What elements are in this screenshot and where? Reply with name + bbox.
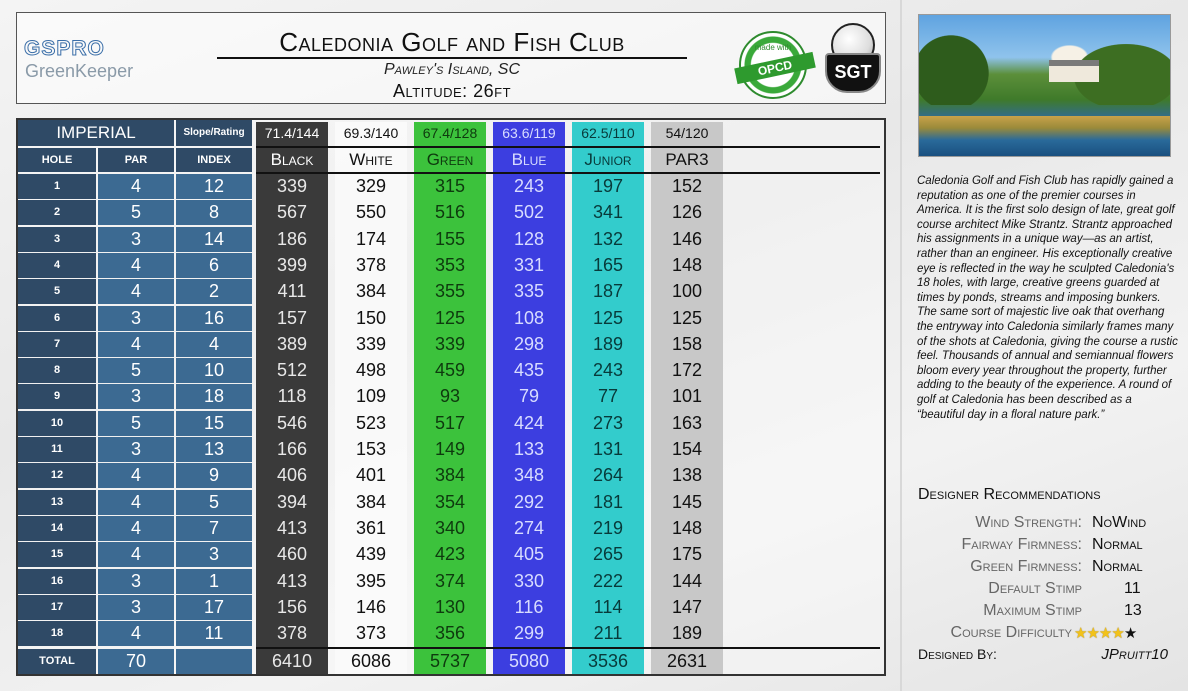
tee-rating-white: 69.3/140 <box>343 125 399 141</box>
tee-rating-par3: 54/120 <box>651 122 723 144</box>
tee-yardage: 299 <box>513 623 545 644</box>
hole-header: HOLE <box>18 148 96 172</box>
tee-yardage: 77 <box>597 386 619 407</box>
hole-index: 15 <box>176 411 252 436</box>
tee-yardage: 273 <box>592 412 624 433</box>
tee-yardage: 149 <box>434 439 466 459</box>
tee-yardage: 550 <box>355 202 387 223</box>
tee-yardage: 274 <box>513 517 545 538</box>
opcd-badge-top: made with <box>754 43 792 52</box>
hole-par: 4 <box>98 279 174 304</box>
hole-par: 4 <box>98 332 174 357</box>
tee-yardage: 331 <box>513 254 545 275</box>
photo-pond <box>919 116 1170 156</box>
wind-strength-label: Wind Strength: <box>975 514 1082 531</box>
tee-yardage: 329 <box>355 176 387 196</box>
index-header: INDEX <box>176 148 252 172</box>
tee-yardage: 298 <box>513 333 545 354</box>
tee-yardage: 384 <box>355 281 387 302</box>
tee-yardage: 166 <box>276 439 308 459</box>
tee-yardage: 172 <box>671 360 703 381</box>
tee-yardage: 148 <box>671 254 703 275</box>
tee-yardage: 125 <box>671 307 703 328</box>
course-difficulty-label: Course Difficulty <box>950 624 1072 641</box>
fairway-firmness-row <box>912 536 1182 558</box>
tee-yardage: 186 <box>276 228 308 249</box>
maximum-stimp-value: 13 <box>1124 602 1142 619</box>
designed-by-value: JPruitt10 <box>1101 646 1168 663</box>
tee-yardage: 523 <box>355 412 387 433</box>
hole-index: 8 <box>176 200 252 225</box>
tee-name-green: Green <box>426 150 474 169</box>
hole-index: 10 <box>176 358 252 383</box>
default-stimp-label: Default Stimp <box>988 580 1082 597</box>
tee-yardage: 424 <box>513 412 545 433</box>
par-header: PAR <box>98 148 174 172</box>
tee-yardage: 460 <box>276 544 308 565</box>
panel-divider <box>900 0 902 691</box>
tee-yardage: 155 <box>434 228 466 249</box>
tee-yardage: 146 <box>671 228 703 249</box>
tee-yardage: 243 <box>592 360 624 381</box>
photo-clubhouse <box>1049 60 1099 82</box>
tee-yardage: 219 <box>592 517 624 538</box>
tee-yardage: 356 <box>434 623 466 644</box>
green-firmness-label: Green Firmness: <box>970 558 1082 575</box>
tee-total-green: 5737 <box>429 651 471 672</box>
tee-name-junior: Junior <box>584 150 632 169</box>
hole-par: 5 <box>98 358 174 383</box>
hole-par: 4 <box>98 516 174 541</box>
tee-yardage: 174 <box>355 228 387 249</box>
hole-index: 11 <box>176 621 252 646</box>
tee-yardage: 502 <box>513 202 545 223</box>
star-filled-icon: ★ <box>1111 625 1124 642</box>
tee-total-junior: 3536 <box>587 651 629 672</box>
tee-yardage: 517 <box>434 412 466 433</box>
maximum-stimp-label: Maximum Stimp <box>983 602 1082 619</box>
hole-number: 16 <box>18 569 96 594</box>
course-altitude: Altitude: 26ft <box>392 81 512 101</box>
tee-yardage: 339 <box>355 333 387 354</box>
hole-number: 13 <box>18 490 96 515</box>
tee-yardage: 264 <box>592 465 624 486</box>
hole-par: 3 <box>98 306 174 331</box>
tee-yardage: 411 <box>277 281 307 302</box>
designed-by-label: Designed By: <box>918 646 997 662</box>
hole-index: 14 <box>176 227 252 252</box>
tee-yardage: 144 <box>671 570 703 591</box>
tee-name-par3: PAR3 <box>665 150 709 169</box>
tee-yardage: 189 <box>671 623 703 644</box>
slope-rating-header: Slope/Rating <box>176 120 252 146</box>
course-difficulty-row <box>912 624 1182 646</box>
tee-yardage: 361 <box>355 517 387 538</box>
tee-yardage: 498 <box>355 360 387 381</box>
tee-yardage: 187 <box>592 281 624 302</box>
tee-yardage: 152 <box>671 176 703 196</box>
tee-yardage: 315 <box>434 176 466 196</box>
tee-yardage: 335 <box>513 281 545 302</box>
hole-number: 12 <box>18 463 96 488</box>
tee-yardage: 138 <box>671 465 703 486</box>
tee-yardage: 384 <box>434 465 466 486</box>
hole-number: 6 <box>18 306 96 331</box>
tee-yardage: 132 <box>592 228 624 249</box>
tee-yardage: 348 <box>513 465 545 486</box>
tee-yardage: 114 <box>593 596 623 617</box>
tee-yardage: 116 <box>514 596 544 617</box>
hole-par: 4 <box>98 542 174 567</box>
tee-yardage: 353 <box>434 254 466 275</box>
tee-yardage: 401 <box>355 465 387 486</box>
tee-yardage: 150 <box>355 307 387 328</box>
hole-par: 4 <box>98 174 174 199</box>
tee-yardage: 125 <box>434 307 466 328</box>
tee-yardage: 197 <box>592 176 624 196</box>
tee-yardage: 394 <box>276 491 308 512</box>
total-label: TOTAL <box>18 649 96 674</box>
designed-by-row <box>918 646 1168 666</box>
tee-yardage: 211 <box>593 623 623 644</box>
tee-name-blue: Blue <box>511 150 547 169</box>
table-rule-line <box>256 647 880 649</box>
tee-yardage: 145 <box>671 491 703 512</box>
tee-yardage: 413 <box>276 517 308 538</box>
tee-yardage: 133 <box>513 439 545 459</box>
hole-index: 17 <box>176 595 252 620</box>
sgt-badge <box>825 23 881 95</box>
tee-yardage: 406 <box>276 465 308 486</box>
greenkeeper-logo: GreenKeeper <box>25 61 134 81</box>
tee-yardage: 384 <box>355 491 387 512</box>
tee-yardage: 153 <box>355 439 387 459</box>
tee-yardage: 79 <box>518 386 540 407</box>
hole-number: 2 <box>18 200 96 225</box>
tee-yardage: 378 <box>276 623 308 644</box>
gspro-logo: GSPRO <box>24 37 105 60</box>
tee-yardage: 118 <box>277 386 307 407</box>
tee-yardage: 100 <box>671 281 703 302</box>
tee-yardage: 101 <box>671 386 703 407</box>
hole-number: 5 <box>18 279 96 304</box>
tee-yardage: 413 <box>276 570 308 591</box>
wind-strength-value: NoWind <box>1092 514 1147 531</box>
tee-total-black: 6410 <box>271 651 313 672</box>
tee-rating-junior: 62.5/110 <box>572 122 644 144</box>
hole-par: 3 <box>98 384 174 409</box>
hole-number: 18 <box>18 621 96 646</box>
hole-index: 12 <box>176 174 252 199</box>
tee-yardage: 130 <box>434 596 466 617</box>
tee-yardage: 567 <box>276 202 308 223</box>
tee-yardage: 181 <box>592 491 624 512</box>
tee-yardage: 374 <box>434 570 466 591</box>
tee-yardage: 399 <box>276 254 308 275</box>
hole-number: 11 <box>18 437 96 462</box>
hole-number: 10 <box>18 411 96 436</box>
hole-par: 4 <box>98 490 174 515</box>
tee-yardage: 147 <box>671 596 703 617</box>
star-filled-icon: ★ <box>1098 625 1112 642</box>
wind-strength-row <box>912 514 1182 536</box>
difficulty-stars <box>1074 624 1136 642</box>
hole-number: 17 <box>18 595 96 620</box>
hole-index: 13 <box>176 437 252 462</box>
hole-par: 3 <box>98 595 174 620</box>
imperial-header: IMPERIAL <box>18 120 174 146</box>
tee-yardage: 355 <box>434 281 466 302</box>
tee-name-white: White <box>349 150 393 169</box>
hole-index: 4 <box>176 332 252 357</box>
hole-number: 15 <box>18 542 96 567</box>
tee-yardage: 131 <box>592 439 624 459</box>
tee-yardage: 163 <box>671 412 703 433</box>
tee-yardage: 158 <box>671 333 703 354</box>
tee-yardage: 341 <box>592 202 624 223</box>
tee-yardage: 340 <box>434 517 466 538</box>
hole-index: 3 <box>176 542 252 567</box>
hole-number: 9 <box>18 384 96 409</box>
tee-yardage: 189 <box>592 333 624 354</box>
tee-yardage: 339 <box>276 176 308 196</box>
default-stimp-value: 11 <box>1124 580 1141 597</box>
tee-yardage: 157 <box>276 307 308 328</box>
tee-yardage: 378 <box>355 254 387 275</box>
course-photo <box>918 14 1171 157</box>
tee-yardage: 109 <box>355 386 387 407</box>
tee-yardage: 389 <box>276 333 308 354</box>
tee-yardage: 439 <box>355 544 387 565</box>
maximum-stimp-row <box>912 602 1182 624</box>
tee-yardage: 265 <box>592 544 624 565</box>
hole-number: 14 <box>18 516 96 541</box>
course-header <box>16 12 886 104</box>
tee-yardage: 354 <box>434 491 466 512</box>
hole-par: 3 <box>98 437 174 462</box>
tee-yardage: 330 <box>513 570 545 591</box>
hole-number: 4 <box>18 253 96 278</box>
hole-index: 7 <box>176 516 252 541</box>
tee-total-white: 6086 <box>350 651 392 672</box>
tee-rating-green: 67.4/128 <box>414 122 486 144</box>
tee-yardage: 108 <box>513 307 545 328</box>
tee-yardage: 292 <box>513 491 545 512</box>
tee-yardage: 154 <box>671 439 703 459</box>
hole-index: 18 <box>176 384 252 409</box>
tee-yardage: 459 <box>434 360 466 381</box>
total-par: 70 <box>98 649 174 674</box>
table-rule-line <box>256 146 880 148</box>
tee-yardage: 165 <box>592 254 624 275</box>
tee-yardage: 373 <box>355 623 387 644</box>
tee-yardage: 128 <box>513 228 545 249</box>
tee-yardage: 148 <box>671 517 703 538</box>
course-description: Caledonia Golf and Fish Club has rapidly gained a reputation as one of the premier courses in America. It is the first solo design of late, great golf course architect Mike Strantz. Strantz approached his assignments in a unique way—as an artist, rather than an engineer. His exceptionally creative eye is reflected in the way he sculpted Caledonia's 18 holes, with large, creative greens guarded at times by ponds, streams and imposing bunkers. The same sort of majestic live oak that overhang the entryway into Caledonia similarly frames many of the shots at Caledonia, giving the course a rustic feel. Thousands of annual and semiannual flowers bloom every year throughout the property, further adding to the beauty of the experience. A round of golf at Caledonia has been described as a “beautiful day in a floral nature park.” <box>917 175 1178 421</box>
tee-yardage: 222 <box>592 570 624 591</box>
hole-number: 8 <box>18 358 96 383</box>
tee-yardage: 339 <box>434 333 466 354</box>
tee-yardage: 146 <box>355 596 387 617</box>
hole-number: 3 <box>18 227 96 252</box>
tee-yardage: 93 <box>439 386 461 407</box>
hole-index: 9 <box>176 463 252 488</box>
tee-yardage: 156 <box>276 596 308 617</box>
star-filled-icon: ★ <box>1074 625 1087 642</box>
hole-index: 5 <box>176 490 252 515</box>
tee-yardage: 423 <box>434 544 466 565</box>
fairway-firmness-value: Normal <box>1092 536 1143 553</box>
tee-yardage: 435 <box>513 360 545 381</box>
hole-number: 7 <box>18 332 96 357</box>
tee-rating-blue: 63.6/119 <box>493 122 565 144</box>
hole-index: 6 <box>176 253 252 278</box>
tee-total-blue: 5080 <box>508 651 550 672</box>
star-empty-icon: ★ <box>1123 625 1137 642</box>
hole-number: 1 <box>18 174 96 199</box>
hole-index: 2 <box>176 279 252 304</box>
tee-total-par3: 2631 <box>666 651 708 672</box>
green-firmness-value: Normal <box>1092 558 1143 575</box>
hole-par: 4 <box>98 463 174 488</box>
course-title: Caledonia Golf and Fish Club <box>217 27 687 59</box>
green-firmness-row <box>912 558 1182 580</box>
photo-trees-left <box>919 25 999 105</box>
tee-yardage: 512 <box>276 360 308 381</box>
hole-index: 1 <box>176 569 252 594</box>
hole-par: 5 <box>98 200 174 225</box>
tee-yardage: 126 <box>671 202 703 223</box>
tee-name-black: Black <box>270 150 314 169</box>
fairway-firmness-label: Fairway Firmness: <box>961 536 1082 553</box>
tee-yardage: 175 <box>671 544 703 565</box>
table-rule-line <box>256 172 880 174</box>
hole-par: 4 <box>98 253 174 278</box>
scorecard-table <box>16 118 886 676</box>
tee-yardage: 243 <box>513 176 545 196</box>
tee-yardage: 125 <box>592 307 624 328</box>
tee-yardage: 395 <box>355 570 387 591</box>
sgt-badge-label: SGT <box>825 53 881 93</box>
total-index-blank <box>176 649 252 674</box>
opcd-badge <box>739 31 807 99</box>
hole-par: 3 <box>98 227 174 252</box>
hole-par: 5 <box>98 411 174 436</box>
tee-rating-black: 71.4/144 <box>256 122 328 144</box>
tee-yardage: 405 <box>513 544 545 565</box>
hole-index: 16 <box>176 306 252 331</box>
hole-par: 4 <box>98 621 174 646</box>
course-location: Pawley's Island, SC <box>383 61 521 78</box>
opcd-badge-label: OPCD <box>734 52 816 84</box>
recommendations-title: Designer Recommendations <box>918 486 1101 503</box>
star-filled-icon: ★ <box>1086 625 1099 642</box>
hole-par: 3 <box>98 569 174 594</box>
default-stimp-row <box>912 580 1182 602</box>
tee-yardage: 546 <box>276 412 308 433</box>
tee-yardage: 516 <box>434 202 466 223</box>
